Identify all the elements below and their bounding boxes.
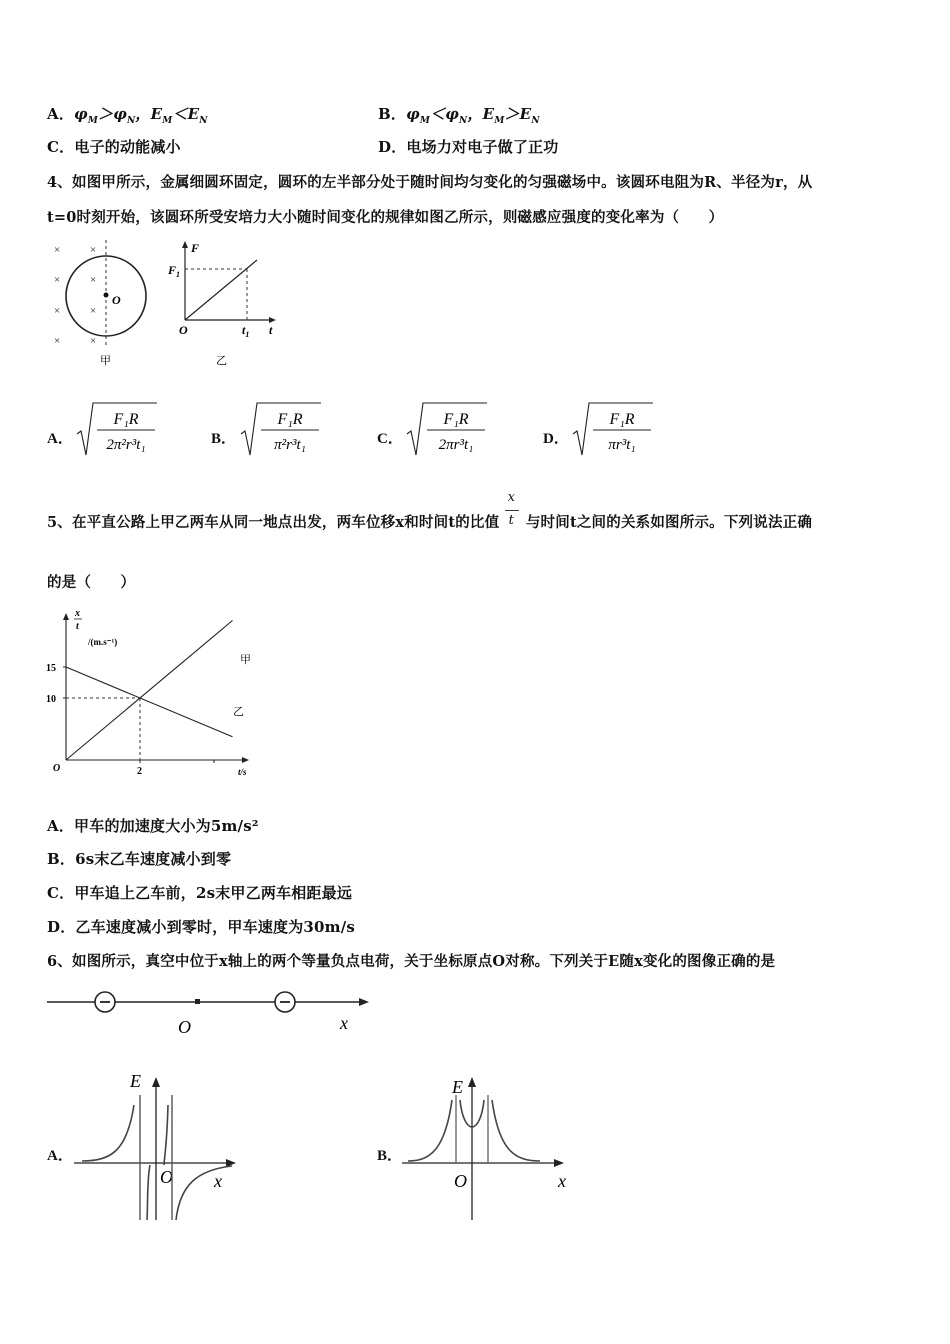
origin-label: O <box>53 763 61 774</box>
q3-option-d <box>378 136 558 157</box>
q6-charge-figure <box>45 985 375 1040</box>
x-axis-arrow <box>554 1159 564 1167</box>
negative-charge-right <box>275 992 295 1012</box>
series-label-yi: 乙 <box>233 706 244 718</box>
y-tick-label: 10 <box>46 694 56 705</box>
origin-label: O <box>179 323 188 337</box>
cross-mark: × <box>90 274 97 286</box>
y-tick-label: 15 <box>46 663 56 674</box>
y-axis-arrow <box>152 1077 160 1087</box>
center-label: O <box>112 293 121 307</box>
sqrt-fraction <box>75 400 160 460</box>
q5-stem-part2: 与时间t之间的关系如图所示。下列说法正确 <box>525 514 813 531</box>
figure-caption-jia: 甲 <box>100 355 111 367</box>
y-axis-label: E <box>452 1077 463 1097</box>
figure-caption-yi: 乙 <box>216 355 227 367</box>
origin-label: O <box>178 1017 191 1037</box>
y-axis-label: F <box>191 241 200 255</box>
x-axis-label: t <box>269 323 273 337</box>
q6-option-b-label: B． <box>377 1148 403 1164</box>
q4-option-label: A． <box>47 431 73 447</box>
q3-option-d-label: D． <box>378 138 407 156</box>
cross-mark: × <box>54 244 61 256</box>
fraction-denominator: πr³t₁ <box>608 437 636 453</box>
q4-figure-yi <box>165 238 285 368</box>
fraction-numerator: F₁R <box>113 411 139 428</box>
q4-stem-line1: 4、如图甲所示，金属细圆环固定，圆环的左半部分处于随时间均匀变化的匀强磁场中。该圆环电阻为R、半径为r，从 <box>47 174 813 191</box>
q4-stem-line2: t=0时刻开始，该圆环所受安培力大小随时间变化的规律如图乙所示，则磁感应强度的变化率为（ ） <box>47 209 724 226</box>
curve-right-up <box>164 1105 168 1165</box>
q3-option-c-label: C． <box>47 138 75 156</box>
q5-frac-den: t <box>508 513 515 528</box>
curve-inner-right <box>472 1100 484 1127</box>
q4-figure-jia <box>48 238 158 368</box>
series-label-jia: 甲 <box>240 654 251 666</box>
q6-option-a-label: A． <box>47 1148 73 1164</box>
q5-stem-line2: 的是（ ） <box>47 574 136 591</box>
q3-option-c <box>47 136 181 157</box>
curve-right-down <box>176 1166 232 1220</box>
series-line-yi <box>66 667 233 737</box>
x-axis-arrow <box>242 757 249 763</box>
q5-stem-part1: 5、在平直公路上甲乙两车从同一地点出发，两车位移x和时间t的比值 <box>47 514 500 531</box>
cross-mark: × <box>90 335 97 347</box>
origin-label: O <box>454 1171 467 1191</box>
cross-mark: × <box>54 305 61 317</box>
fraction-denominator: 2π²r³t₁ <box>106 437 146 453</box>
y-unit-label: /(m.s⁻¹) <box>88 637 118 647</box>
fraction-numerator: F₁R <box>277 411 303 428</box>
x-axis-label: x <box>214 1171 222 1191</box>
q6-option-b-graph <box>400 1065 580 1225</box>
curve-left-up <box>82 1105 134 1161</box>
q5-option-d: D．乙车速度减小到零时，甲车速度为30m/s <box>47 918 356 936</box>
curve-left-down <box>147 1165 150 1220</box>
cross-mark: × <box>90 305 97 317</box>
sqrt-fraction <box>405 400 490 460</box>
t1-label: $t_1$ <box>242 323 250 339</box>
axis-label: x <box>340 1013 348 1033</box>
q3-option-b-text: $\varphi_M<\varphi_N$，$E_M>E_N$ <box>406 105 540 126</box>
sqrt-fraction <box>571 400 656 460</box>
q5-inline-fraction <box>505 490 521 530</box>
q4-option-label: D． <box>543 431 569 447</box>
origin-marker <box>195 999 200 1004</box>
q6-option-a-graph <box>72 1065 242 1225</box>
sqrt-fraction <box>239 400 324 460</box>
x-tick-label: 2 <box>137 766 142 777</box>
y-label-den: t <box>76 621 79 632</box>
x-unit-label: t/s <box>238 767 247 777</box>
q3-option-b-label: B． <box>378 105 407 123</box>
y-label-num: x <box>75 608 80 619</box>
y-axis-arrow <box>63 613 69 620</box>
cross-mark: × <box>54 335 61 347</box>
q4-option-label: B． <box>211 431 237 447</box>
q3-option-a-label: A． <box>47 105 75 123</box>
x-axis-arrow <box>359 998 369 1006</box>
q3-option-b <box>378 103 540 126</box>
x-axis-label: x <box>558 1171 566 1191</box>
fraction-denominator: 2πr³t₁ <box>438 437 474 453</box>
curve-far-left <box>408 1100 452 1161</box>
q3-option-a-text: $\varphi_M>\varphi_N$，$E_M<E_N$ <box>74 105 208 126</box>
q3-option-a <box>47 103 208 126</box>
q5-stem-line1 <box>47 490 813 532</box>
fraction-numerator: F₁R <box>609 411 635 428</box>
fraction-denominator: π²r³t₁ <box>274 437 306 453</box>
y-axis-arrow <box>468 1077 476 1087</box>
q6-stem: 6、如图所示，真空中位于x轴上的两个等量负点电荷，关于坐标原点O对称。下列关于E随x变化的图像正确的是 <box>47 953 776 970</box>
cross-mark: × <box>54 274 61 286</box>
negative-charge-left <box>95 992 115 1012</box>
cross-mark: × <box>90 244 97 256</box>
q5-chart <box>40 605 270 785</box>
q5-option-c: C．甲车追上乙车前，2s末甲乙两车相距最远 <box>47 884 353 902</box>
center-dot <box>104 293 109 298</box>
q3-option-c-text: 电子的动能减小 <box>74 138 181 156</box>
origin-label: O <box>160 1167 173 1187</box>
q5-option-a: A．甲车的加速度大小为5m/s² <box>47 817 259 835</box>
q5-frac-num: x <box>507 490 516 505</box>
q5-option-b: B．6s末乙车速度减小到零 <box>47 850 232 868</box>
y-axis-label: E <box>130 1071 141 1091</box>
q4-option-label: C． <box>377 431 403 447</box>
f1-label: $F_1$ <box>168 263 181 279</box>
y-axis-arrow <box>182 241 188 248</box>
fraction-numerator: F₁R <box>443 411 469 428</box>
curve-inner-left <box>460 1100 472 1127</box>
q3-option-d-text: 电场力对电子做了正功 <box>406 138 559 156</box>
curve-far-right <box>492 1100 540 1161</box>
q5-frac-bar <box>505 510 519 511</box>
